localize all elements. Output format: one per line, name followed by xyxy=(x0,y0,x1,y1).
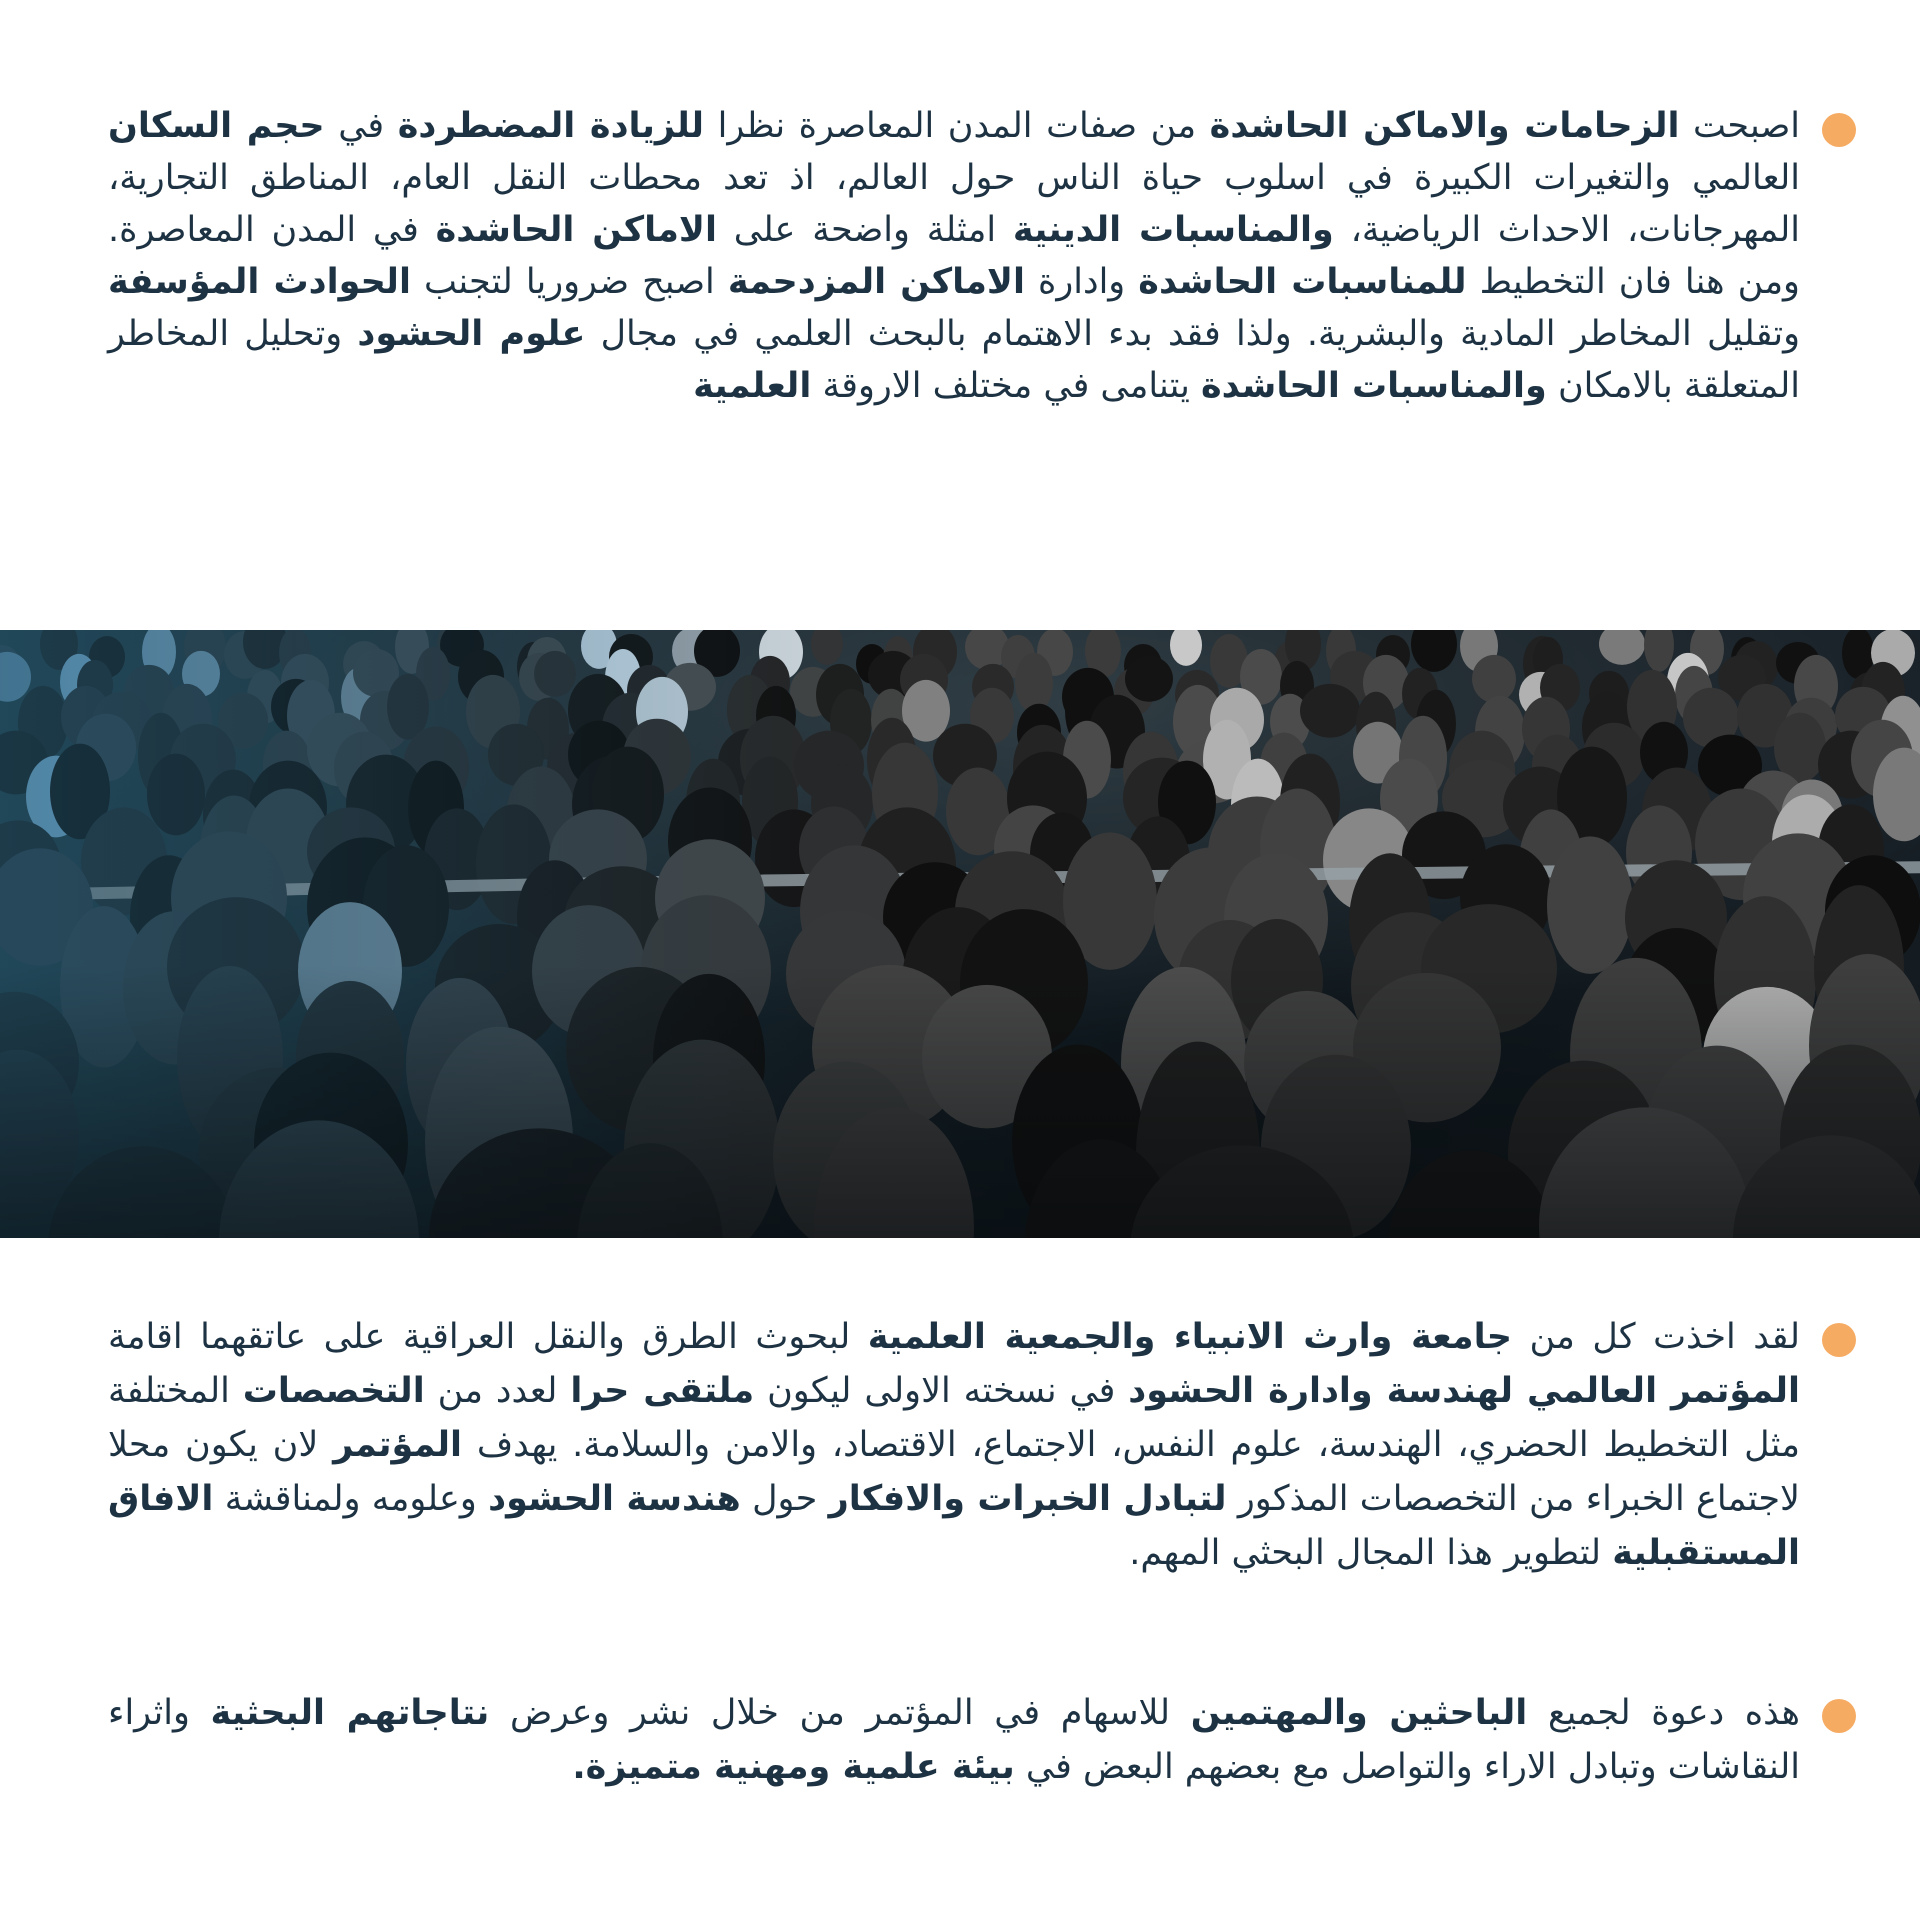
paragraph-text: لقد اخذت كل من جامعة وارث الانبياء والجمعية العلمية لبحوث الطرق والنقل العراقية على عاتقهما اقامة المؤتمر العالمي لهندسة وادارة الحشود في نسخته الاولى ليكون ملتقى حرا لعدد من التخصصات المختلفة مثل التخطيط الحضري، الهندسة، علوم النفس، الاجتماع، الاقتصاد، والامن والسلامة. يهدف المؤتمر لان يكون محلا لاجتماع الخبراء من التخصصات المذكور لتبادل الخبرات والافكار حول هندسة الحشود وعلومه ولمناقشة الافاق المستقبلية لتطوير هذا المجال البحثي المهم. xyxy=(108,1317,1801,1573)
crowd-photo-svg xyxy=(0,630,1920,1238)
bullet-paragraph-conference xyxy=(108,1310,1856,1580)
bullet-paragraph-crowded-places xyxy=(108,100,1856,412)
paragraph-text: هذه دعوة لجميع الباحثين والمهتمين للاسهام في المؤتمر من خلال نشر وعرض نتاجاتهم البحثية واثراء النقاشات وتبادل الاراء والتواصل مع بعضهم البعض في بيئة علمية ومهنية متميزة. xyxy=(108,1693,1800,1787)
bullet-paragraph-invitation xyxy=(108,1686,1856,1794)
bullet-dot-icon xyxy=(1822,1699,1856,1733)
bullet-dot-icon xyxy=(1822,1323,1856,1357)
crowd-photo xyxy=(0,630,1920,1238)
paragraph-text: اصبحت الزحامات والاماكن الحاشدة من صفات المدن المعاصرة نظرا للزيادة المضطردة في حجم السكان العالمي والتغيرات الكبيرة في اسلوب حياة الناس حول العالم، اذ تعد محطات النقل العام، المناطق التجارية، المهرجانات، الاحداث الرياضية، والمناسبات الدينية امثلة واضحة على الاماكن الحاشدة في المدن المعاصرة. ومن هنا فان التخطيط للمناسبات الحاشدة وادارة الاماكن المزدحمة اصبح ضروريا لتجنب الحوادث المؤسفة وتقليل المخاطر المادية والبشرية. ولذا فقد بدء الاهتمام بالبحث العلمي في مجال علوم الحشود وتحليل المخاطر المتعلقة بالامكان والمناسبات الحاشدة يتنامى في مختلف الاروقة العلمية xyxy=(108,106,1801,406)
bottom-vignette xyxy=(0,630,1920,1238)
bullet-dot-icon xyxy=(1822,113,1856,147)
